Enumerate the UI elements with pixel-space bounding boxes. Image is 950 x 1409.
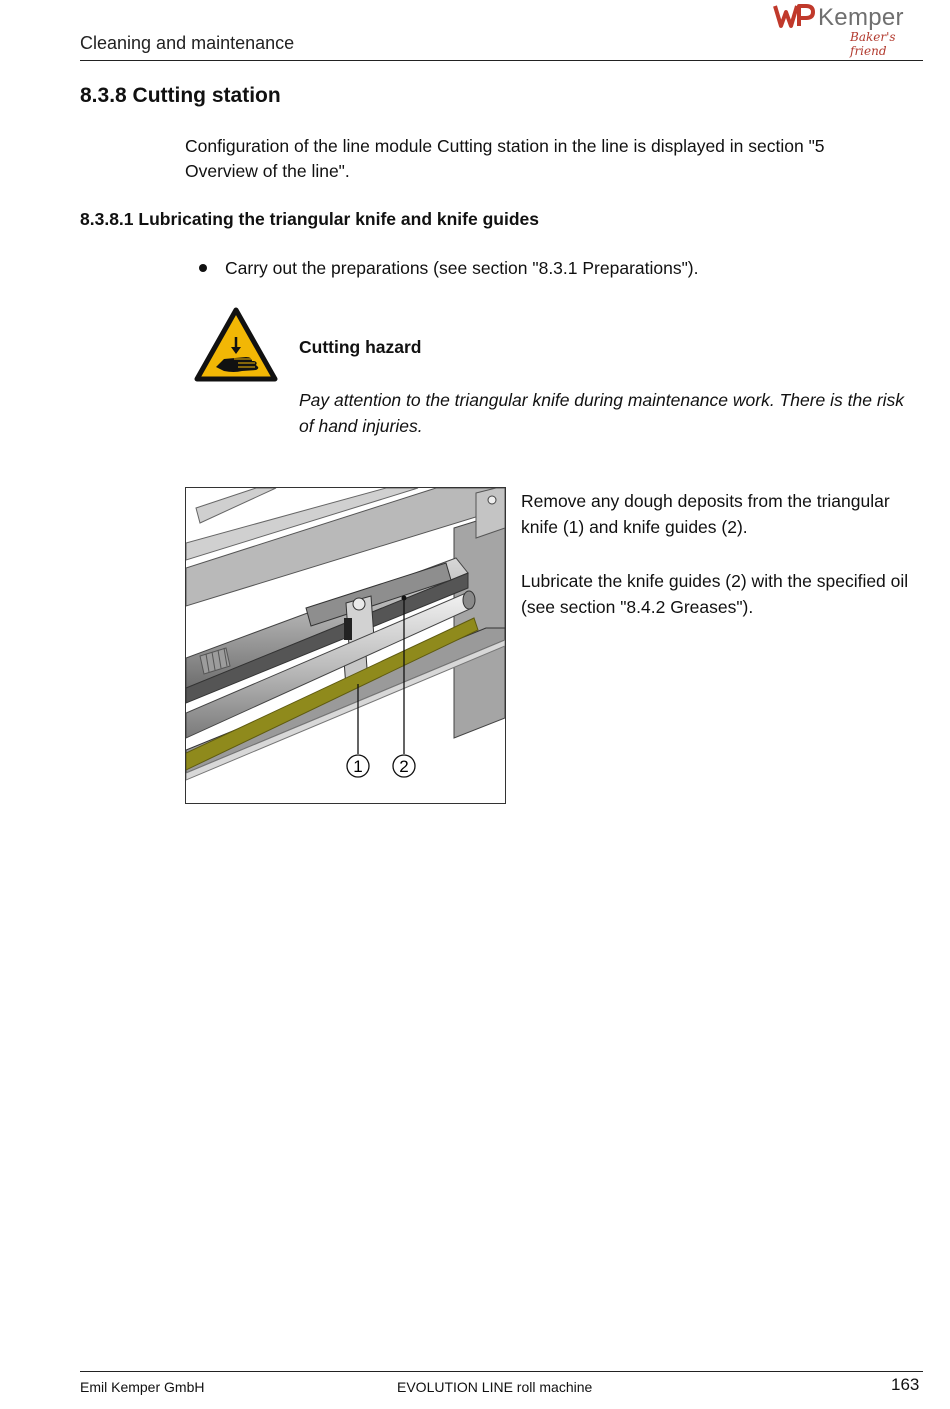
header-divider [80, 60, 923, 61]
page-number: 163 [891, 1375, 920, 1394]
cutting-hazard-warning-icon [194, 307, 278, 383]
callout-label-1: 1 [353, 757, 363, 776]
cutting-station-figure [185, 487, 506, 804]
callout-label-2: 2 [399, 757, 409, 776]
bullet-icon [199, 264, 207, 272]
warning-text: Pay attention to the triangular knife during maintenance work. There is the risk of hand injuries. [299, 390, 905, 436]
warning-title: Cutting hazard [299, 337, 422, 357]
instruction-step-2: Lubricate the knife guides (2) with the specified oil (see section "8.4.2 Greases"). [521, 571, 909, 617]
wp-logo-icon [772, 0, 816, 36]
footer-company: Emil Kemper GmbH [80, 1379, 205, 1395]
footer-divider [80, 1371, 923, 1372]
kemper-logo [772, 0, 922, 58]
logo-brand-text: Kemper [818, 4, 904, 31]
header-title: Cleaning and maintenance [80, 33, 295, 53]
footer-product: EVOLUTION LINE roll machine [397, 1379, 593, 1395]
preparation-bullet: Carry out the preparations (see section "8.3.1 Preparations"). [225, 258, 699, 278]
intro-paragraph: Configuration of the line module Cutting station in the line is displayed in section "5 Overview of the line". [185, 136, 825, 181]
section-heading: 8.3.8 Cutting station [80, 84, 281, 107]
subsection-heading: 8.3.8.1 Lubricating the triangular knife and knife guides [80, 209, 539, 229]
instruction-step-1: Remove any dough deposits from the triangular knife (1) and knife guides (2). [521, 491, 890, 537]
logo-tagline: Baker's friend [850, 30, 896, 58]
